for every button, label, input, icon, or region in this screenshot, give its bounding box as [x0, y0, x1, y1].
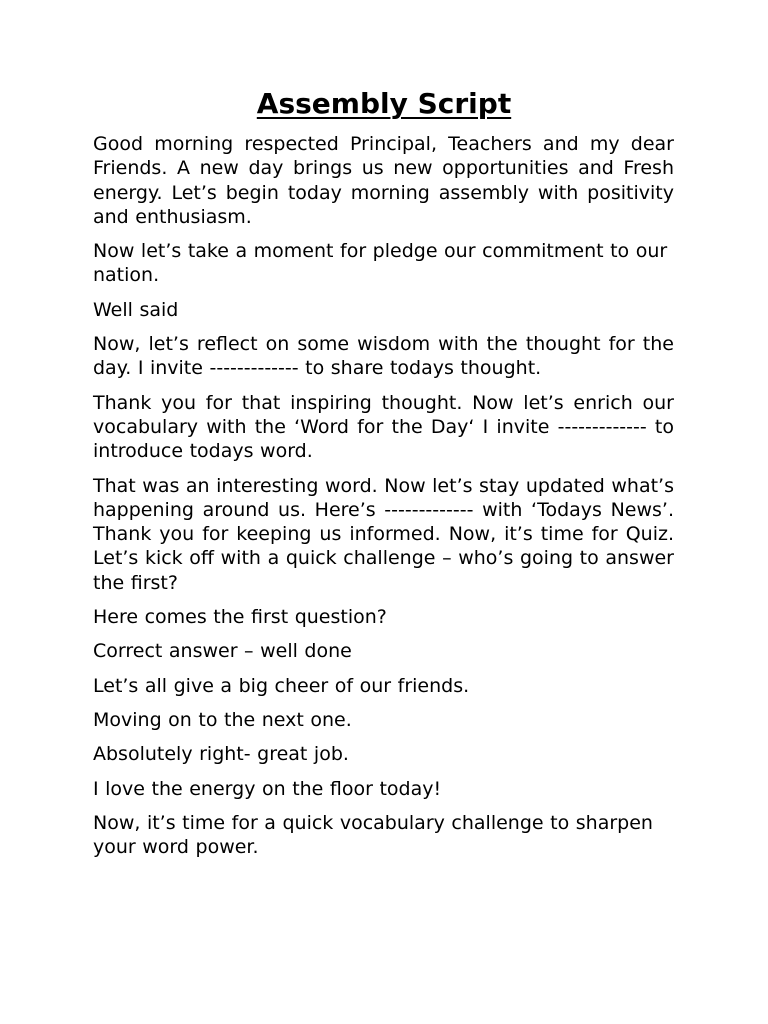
paragraph-news-quiz: That was an interesting word. Now let’s stay updated what’s happening around us. Here’s ------------- with ‘Todays News’. Thank you for keeping us informed. Now, it’s time for Quiz. Let’s kick off with a quick challenge – who’s going to answer the first?	[93, 474, 674, 594]
page-title: Assembly Script	[256, 87, 512, 120]
paragraph-pledge: Now let’s take a moment for pledge our commitment to our nation.	[93, 240, 668, 287]
paragraph-correct-answer: Correct answer – well done	[93, 640, 352, 663]
paragraph-first-question: Here comes the first question?	[93, 606, 387, 629]
paragraph-next-one: Moving on to the next one.	[93, 708, 352, 731]
paragraph-cheer: Let’s all give a big cheer of our friends.	[93, 674, 470, 697]
paragraph-vocabulary-challenge: Now, it’s time for a quick vocabulary challenge to sharpen your word power.	[93, 811, 653, 859]
paragraph-well-said: Well said	[93, 298, 179, 321]
paragraph-great-job: Absolutely right- great job.	[93, 743, 349, 766]
paragraph-energy: I love the energy on the floor today!	[93, 777, 442, 800]
paragraph-thought: Now, let’s reflect on some wisdom with the thought for the day. I invite ------------- to share todays thought.	[93, 333, 674, 380]
paragraph-greeting: Good morning respected Principal, Teachers and my dear Friends. A new day brings us new opportunities and Fresh energy. Let’s begin today morning assembly with positivity and enthusiasm.	[93, 133, 674, 228]
paragraph-word-of-day: Thank you for that inspiring thought. Now let’s enrich our vocabulary with the ‘Word for the Day‘ I invite ------------- to introduce todays word.	[93, 391, 674, 463]
script-body	[93, 132, 674, 869]
